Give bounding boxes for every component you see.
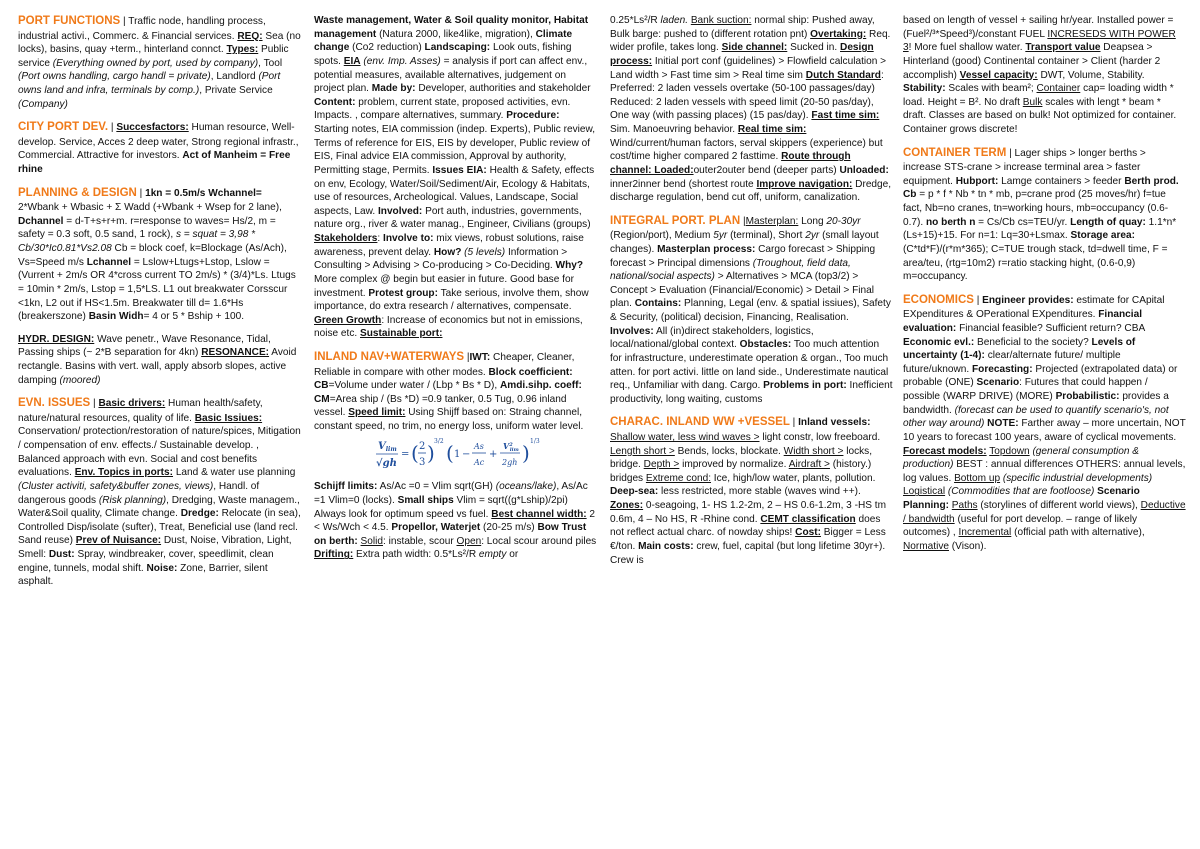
text-run: (Port owns land and infra, terminals by comp.) [18,71,281,97]
text-run: Financial feasible? Sufficient return? CBA [956,322,1145,334]
text-run: Planning, Legal (env. & spatial issiues), Safety & Security, (political) decision, Financing, Realisation. [610,298,891,324]
text-run: (terminal), Short [727,230,806,242]
svg-text:+: + [489,448,498,460]
text-run: Airdraft > [788,459,830,471]
text-run: Beneficial to the society? [974,336,1092,348]
formula-one: 1 [454,448,461,460]
text-run: Masterplan process: [657,243,756,255]
text-run: 1.1*n*(Ls+15)+15. For n=1: Lq=30+Lsmax. [903,216,1177,242]
text-run: (env. Imp. Asses) [360,55,441,67]
text-run: =Volume under water / (Lbp * Bs * D), [328,380,500,392]
text-run: As/Ac =0 = Vlim sqrt(GH) [377,481,496,493]
text-run: = Cs/Cb cs=TEU/yr. [975,216,1071,228]
section-heading: CITY PORT DEV. [18,121,109,134]
text-run: How? [433,246,462,258]
text-run: > Alternatives > MCA (top3/2) > Concept > Evaluation (Financial/Economic) > Detail > Final plan. [610,271,874,310]
text-run: Act of Manheim = Free rhine [18,150,291,176]
section-3-1 [610,14,893,205]
text-run: Issues EIA: [432,164,487,176]
text-run: Dust: [48,549,75,561]
text-run: (Commodities that are footloose) [947,486,1095,498]
text-run: Why? [555,260,584,272]
text-run: | [90,398,99,410]
text-run: Noise: [146,562,178,574]
text-run: (5 levels) [461,246,506,258]
text-run: Procedure: [506,110,560,122]
text-run: Bottom up [954,472,1001,484]
section-1-3 [18,186,301,324]
text-run: based on length of vessel + sailing hr/year. Installed power = (Fuel²/³*Speed³)/constant FUEL [903,15,1174,40]
text-run: , As/Ac =1 Vlim=0 (locks). [314,481,588,506]
text-run: Bulk [1022,96,1043,108]
text-run: Hubport: [955,175,999,187]
formula-exp-outer: 3/2 [434,437,444,445]
text-run: Involved: [377,205,423,217]
text-run: less restricted, more stable (waves wind ++). [658,486,861,498]
text-run: problem, current state, proposed activities, evn. Impacts. , compare alternatives, summary. [314,96,571,122]
text-run: Basin Widh [88,311,144,323]
text-run: Cb = block coef, k=Blockage (As/Ach), Vs=Speed m/s [18,243,287,268]
text-run: : instable, scour [383,535,457,547]
text-run: Stakeholders [314,233,378,244]
text-run: Amdi.sihp. coeff: CM [314,380,582,405]
text-run: CEMT classification [760,513,856,525]
section-4-1 [903,14,1186,137]
text-run: (specific industrial developments) [1002,472,1153,484]
text-run: | Lager ships > longer berths > increase STS-crane > increase terminal area > faster equipment. [903,147,1146,187]
text-run: Bow Trust on berth: [314,522,587,547]
text-run: (useful for port develop. – range of likely outcomes) , [903,513,1137,539]
section-1-5 [18,396,301,589]
text-run: Take serious, involve them, show importance, do extra research / alternatives, compensate. [314,287,589,313]
text-run: Solid [360,535,383,547]
text-run: Overtaking: [810,28,867,40]
text-run: locks, bridge. [610,445,873,471]
text-run: Stability: [903,83,946,95]
text-run: = p * f * Nb * tn * mb, p=crane prod (25 moves/hr) f=tue fact, Nb=no cranes, tn=working hours, mb=occupancy (0.6-0.7). [903,189,1169,228]
text-run: = analysis if port can affect env., potential measures, available alternatives, judgement on project plan. [314,55,588,95]
column-4 [903,14,1186,563]
text-run: outer2outer bend (deeper parts) [693,164,840,176]
text-run: Basic Issiues: [194,412,263,424]
text-run: (Natura 2000, like4like, migration), [376,28,536,40]
text-run: Information > Consulting > Advising > Co-producing > Co-Deciding. [314,246,568,272]
formula-lhs-num: $V_{lim}$ [378,440,397,453]
text-run: DWT, Volume, Stability. [1037,69,1145,81]
formula-exp-inner: 1/3 [530,437,540,445]
text-run: | [789,417,799,429]
text-run: Open [456,535,482,547]
text-run: = 4 or 5 * Bship + 100. [143,311,245,323]
text-run: | [464,352,470,363]
text-run: 2yr [805,230,820,242]
text-run: Public service [18,44,289,69]
text-run: , Landlord [210,71,259,83]
svg-text:(: ( [411,440,419,465]
section-heading: PLANNING & DESIGN [18,186,137,199]
section-4-2 [903,146,1186,284]
text-run: Obstacles: [739,339,792,351]
text-run: Dutch Standard [805,69,881,81]
formula-lhs-den: √gh [376,457,397,469]
text-run: Vlim = sqrt((g*Lship)/2pi) Always look for optimum speed vs fuel. [314,494,568,520]
text-run: RESONANCE: [201,347,270,359]
text-run: provides a bandwidth. [903,391,1169,416]
text-run: More complex @ begin but easier in future. Good base for investment. [314,273,574,299]
text-run: Farther away – more uncertain, NOT 10 years to forecast 100 years, aware of cyclical movements. [903,418,1186,443]
text-run: Forecast models: [903,445,987,457]
text-run: 0.25*Ls²/R [610,15,661,26]
svg-text:=: = [401,448,410,460]
formula-ac: Ac [474,457,485,467]
text-run: Involves: [610,325,654,337]
text-run: Sustainable port: [360,328,443,340]
text-run: , Tool [258,57,283,69]
text-run: Small ships [397,494,454,506]
text-run: = Lslow+Ltugs+Lstop, Lslow = (Vurrent + 2m/s OR 4*cross current TO 2m/s) * (3/4)*Ls. Ltugs = 10min * 2m/s, Lstop = 1,5*LS. L1 out breakwater Corsscur <1kn, L2 out if HS<1.5m. Breakwater till d= 1.6*Hs (breakerszone) [18,256,296,323]
text-run: Speed limit: [348,407,406,419]
text-run: : [377,233,384,244]
text-run: | [136,187,146,199]
text-run: Deapsea > Hinterland (good) Continental container > Client (harder 2 accomplish) [903,42,1161,81]
text-run: Inland vessels: [798,417,871,429]
text-run: Cost: [795,527,821,539]
text-run: Logistical [903,486,946,498]
section-1-4 [18,333,301,388]
text-run: Zones: [610,500,644,512]
text-run: 20-30yr [826,215,861,227]
text-run: : Preferred: 2 laden vessels overtake (50-100 passages/day) Reduced: 2 laden vessels with speed limit (20-50 pas/day), One way (with passing places) (15 pas/day). [610,69,884,122]
text-run: HYDR. DESIGN: [18,333,95,345]
text-run: Conservation/ protection/restoration of nature/spices, Mitigation / compensation of env. effects./ Sustainable develop. , Balanced approach with evn. Social and cost benefits evaluations. [18,426,301,479]
text-run: 2*Wbank + Wbasic + Σ Wadd (+Wbank + Wsep for 2 lane), [18,202,282,214]
text-run: Dust, Noise, Vibration, Light, Smell: [18,535,292,561]
section-heading: CHARAC. INLAND WW +VESSEL [610,416,790,429]
text-run: Depth > [643,459,680,471]
text-run: Transport value [1025,42,1101,54]
svg-text:−: − [462,448,471,460]
text-run: inner2inner bend (shortest route [610,178,757,190]
text-run: Storage area: [1070,230,1136,242]
text-run: Human health/safety, nature/natural resources, quality of life. [18,398,263,424]
text-run: (20-25 m/s) [480,522,538,534]
section-2-2 [314,350,597,562]
section-heading: ECONOMICS [903,293,974,306]
text-run: Succesfactors: [116,122,189,134]
text-run: Side channel: [721,42,788,54]
text-run: Levels of uncertainty (1-4): [903,336,1136,362]
text-run: Too much attention for infrastructure, underestimate operation & organ., Too much atten. for port activi. little on land side., Underestimate nautical req., Unfamiliar with dang. Cargo. [610,339,889,392]
text-run: Protest group: [368,287,438,299]
text-run: Land & water use planning [173,467,296,479]
text-run: , Dredging, Waste managem., Water&Soil quality, Climate change. [18,494,300,520]
text-run: crew, fuel, capital (but long lifetime 30yr+). Crew is [610,540,886,566]
text-run: , Private Service [199,85,273,97]
text-run: Financial evaluation: [903,309,1143,334]
text-run: light constr, low freeboard. [759,431,881,443]
text-run: Wind/current/human factors, serval skippers (experience) but cost/time higher compared 2 fasttime. [610,137,883,163]
text-run: : Increase of economics but not in emissions, noise etc. [314,314,583,340]
text-run: Sucked in. [787,42,841,54]
text-run: , Handl. of dangerous goods [18,480,260,506]
text-run: 2 < Ws/Wch < 4.5. [314,508,596,534]
text-run: clear/alternate future/ multiple future/uknown. [903,350,1121,375]
text-run: scales with lengt * beam * draft. Classes are based on bulk! Not optimized for container. Container grows discrete! [903,96,1177,135]
text-run: Scenario [976,377,1020,389]
text-run: Propellor, Waterjet [391,522,481,534]
text-run: improved by normalize. [679,459,789,471]
text-run: (forecast can be used to quantify scenario's, not other way around) [903,404,1169,430]
text-run: Forecasting: [972,363,1033,375]
text-run: Real time sim: [737,124,807,135]
text-run: : Futures that could happen / possible (WARP DRIVE) (MORE) [903,377,1148,403]
text-run: Bends, locks, blockate. [674,445,784,457]
text-run: (oceans/lake) [495,481,557,493]
text-run: Bank suction: [690,15,752,26]
text-run: Design process: [610,42,874,67]
text-run: Masterplan: [745,215,799,227]
text-run: ! More fuel shallow water. [908,42,1026,54]
text-run: cap= loading width * load. Height = B². No draft [903,83,1174,108]
text-run: Bigger = Less €/ton. [610,527,886,552]
section-1-2 [18,120,301,176]
text-run: (Region/port), Medium [610,230,714,242]
text-run: Engineer provides: [982,294,1074,306]
text-run: Dredge, discharge regulation, bend cut off, uniform, canalization. [610,178,892,204]
section-heading: PORT FUNCTIONS [18,15,121,27]
text-run: Wchannel= [208,187,262,199]
text-run: IWT: [469,352,491,363]
text-run: Relocate (in sea), Controlled Disp/isolate (sufter), Treat, Beneficial use (land recl. Sand reuse) [18,508,301,547]
formula-frac-three: 3 [419,456,426,468]
text-run: Starting notes, EIA commission (indep. Experts), Public review, Terms of reference for EIS, EIS by developer, Public review of EIS, Final advice EIA commission, Approval by authority, Permitting stage, Permits. [314,124,596,176]
text-run: Climate change [314,28,573,54]
text-run: Probabilistic: [1055,391,1120,403]
text-run: Normative [903,540,949,552]
text-run: Deductive / bandwidth [903,500,1186,525]
text-run: Length short > [610,445,675,457]
text-run: Projected (extrapolated data) or probable (ONE) [903,363,1178,389]
text-run: (C*td*F)/(r*m*365); C=TUE trough stack, td=dwell time, F = area/teu, (rtg=10m2) r=ratio stacking hight, (0.6-0,9) m=occupancy. [903,243,1168,283]
text-run: Ice, high/low water, plants, pollution. [711,472,876,484]
svg-text:): ) [522,440,530,465]
text-run: Involve to: [383,233,434,244]
text-run: (Everything owned by port, used by company) [52,57,259,69]
text-run: (Troughout, field data, national/social aspects) [610,257,851,283]
text-run: Economic evl.: [903,336,975,348]
text-run: Prev of Nuisance: [75,535,162,547]
text-run: Port auth, industries, governments, nature org., river & water manag., Engineer, Civilians (groups) [314,205,591,231]
text-run: Main costs: [638,540,694,552]
text-run: Drifting: [314,549,354,561]
text-run: Incremental [958,527,1012,539]
text-run: no berth n [926,216,976,228]
text-run: | Traffic node, handling process, industrial activi., Commerc. & Financial services. [18,16,266,42]
text-run: Scales with beam²; [945,83,1037,95]
text-run: Width short > [783,445,844,457]
text-run: Best channel width: [491,508,587,520]
text-run: REQ: [237,30,263,42]
text-run: All (in)direct stakeholders, logistics, local/national/global context. [610,325,814,351]
text-run: Using Shijff based on: Straing channel, constant speed, no trim, no energy loss, uniform water level. [314,407,584,433]
section-3-3 [610,415,893,567]
text-run: = d-T+s+r+m. r=response to waves= Hs/2, m = safety = 0.3 soft, 0.5 sand, 1 rock), [18,215,276,241]
text-run: s = squat = 3,98 * Cb/30*Ic0.81*Vs2.08 [18,229,256,255]
text-run: does not reflect actual charc. of nowday ships! [610,513,881,539]
svg-text:): ) [427,440,435,465]
text-run: Zone, Barrier, silent asphalt. [18,562,268,588]
text-run: NOTE: [987,418,1019,430]
text-run: mix views, robust solutions, raise awareness, prevent delay. [314,233,584,258]
text-run: (small layout changes). [610,230,879,255]
column-1 [18,14,301,598]
text-run: Wave penetr., Wave Resonance, Tidal, Passing ships (~ 2*B separation for 4kn) [18,333,271,359]
text-run: Vessel capacity: [959,69,1038,81]
text-run: EIA [343,55,361,67]
text-run: Types: [226,44,259,56]
text-run: Req. wider profile, takes long. [610,28,891,54]
text-run: Shallow water, less wind waves > [610,431,760,443]
text-run: Cargo forecast > Shipping forecast > Principal dimensions [610,243,876,269]
text-run: Health & Safety, effects on env, Ecology, Water/Soil/Sediment/Air, Ecology & Habitats, use of resources, Archeological. Values, Landscape, Social aspects, Law. [314,164,595,217]
text-run: | [108,122,117,134]
text-run: (general consumption & production) [903,445,1140,471]
text-run: Unloaded: [839,164,889,176]
schijff-formula-svg [374,435,549,475]
text-run: empty [478,549,507,561]
text-run: Container [1036,83,1081,95]
text-run: (Port owns handling, cargo handl = private) [18,71,211,83]
text-run: : Local scour around piles [481,535,597,547]
text-run: Cheaper, Cleaner, Reliable in compare with other modes. [314,352,575,378]
text-run: Env. Topics in ports: [74,467,174,479]
text-run: normal ship: Pushed away, Bulk barge: pushed to (different rotation pnt) [610,15,875,40]
text-run: Sea (no locks), basins, quay +term., hinterland connct. [18,30,301,56]
section-heading: EVN. ISSUES [18,397,91,410]
text-run: (storylines of different world views), [977,500,1141,512]
formula-2gh: 2gh [502,457,518,467]
text-run: laden. [660,15,689,26]
text-run: Waste management, Water & Soil quality monitor, Habitat management [314,15,589,40]
text-run: Content: [314,96,356,108]
section-heading: INLAND NAV+WATERWAYS [314,351,465,363]
text-run: =Area ship / (Bs *D) =0.9 tanker, 0.5 Tug, 0.96 inland vessel. [314,393,567,419]
text-run: BEST : annual differences OTHERS: annual levels, log values. [903,459,1186,484]
svg-text:(: ( [446,440,454,465]
text-run: Route through channel: Loaded: [610,151,851,176]
text-run: or [506,549,519,561]
text-run: Landscaping: [424,42,491,54]
text-run: Extreme cond: [645,472,711,484]
text-run: Length of quay: [1070,216,1146,228]
text-run: Extra path width: 0.5*Ls²/R [353,549,479,561]
text-run: estimate for CApital EXpenditures & OPerational EXpenditures. [903,294,1165,321]
text-run: (history.) bridges [610,459,872,484]
text-run: Human resource, Well-develop. Service, Acces 2 deep water, Strong regional infrastr., Commercial. Attractive for investors. [18,122,299,162]
text-run: Made by: [371,83,416,95]
section-4-3 [903,293,1186,554]
text-run: (Company) [18,98,68,110]
text-run: (Risk planning) [98,494,167,506]
text-run: Look outs, fishing spots. [314,42,572,67]
text-run: Lchannel [86,256,132,268]
text-run: Inefficient productivity, long waiting, customs [610,380,893,405]
section-heading: INTEGRAL PORT. PLAN [610,214,741,227]
text-run: Scenario Planning: [903,486,1140,512]
text-run: Dredge: [180,508,219,520]
section-2-1 [314,14,597,341]
section-heading: CONTAINER TERM [903,146,1007,159]
formula-v2: $V^2$ lim [503,440,519,453]
column-2 [314,14,597,571]
text-run: 1kn = 0.5m/s [145,187,206,199]
text-run: Long [798,215,827,227]
text-run: Topdown [989,445,1030,457]
text-run: Fast time sim: [811,110,880,122]
text-run: 0-seagoing, 1- HS 1.2-2m, 2 – HS 0.6-1.2m, 3 -HS tm 0.6m, 4 – No HS, R -Rhine cond. [610,500,887,525]
text-run: (Co2 reduction) [349,42,425,54]
schijff-formula [374,435,597,480]
formula-as: As [474,441,484,451]
text-run: INCRESEDS WITH POWER 3 [903,28,1176,54]
text-run: Block coefficient: CB [314,366,573,392]
text-run: Dchannel [18,215,64,227]
text-run: Developer, authorities and stakeholder [415,83,591,95]
text-run: Lamge containers > feeder [998,175,1125,187]
text-run: | [740,215,746,227]
column-3 [610,14,893,576]
text-run: | [973,294,983,306]
text-run: Contains: [634,298,682,310]
text-run: Paths [951,500,978,512]
text-run: Deep-sea: [610,486,659,498]
text-run: (Vison). [949,540,987,552]
text-run: Avoid rectangle. Basins with vert. wall, apply absorb slopes, active damping [18,347,297,386]
text-run: Schijff limits: [314,481,378,493]
text-run: Problems in port: [763,380,847,392]
section-1-1 [18,14,301,111]
text-run: Spray, windbreaker, cover, speedlimit, clean engine, tunnels, modal shift. [18,549,274,574]
formula-frac-two: 2 [419,440,426,452]
text-run: Sim. Manoeuvring behavior. [610,124,738,135]
text-run: Initial port conf (guidelines) > Flowfield calculation > Land width > Fast time sim > Real time sim [610,55,887,81]
text-run: (moored) [59,374,101,386]
text-run: 5yr [713,230,728,242]
text-run: Berth prod. Cb [903,175,1179,201]
text-run: Green Growth [314,314,382,326]
text-run: Basic drivers: [98,398,166,410]
text-run: Improve navigation: [756,178,853,190]
text-run: (official path with alternative), [1011,527,1145,539]
section-3-2 [610,214,893,407]
text-run: (Cluster activiti, safety&buffer zones, views) [18,480,214,492]
